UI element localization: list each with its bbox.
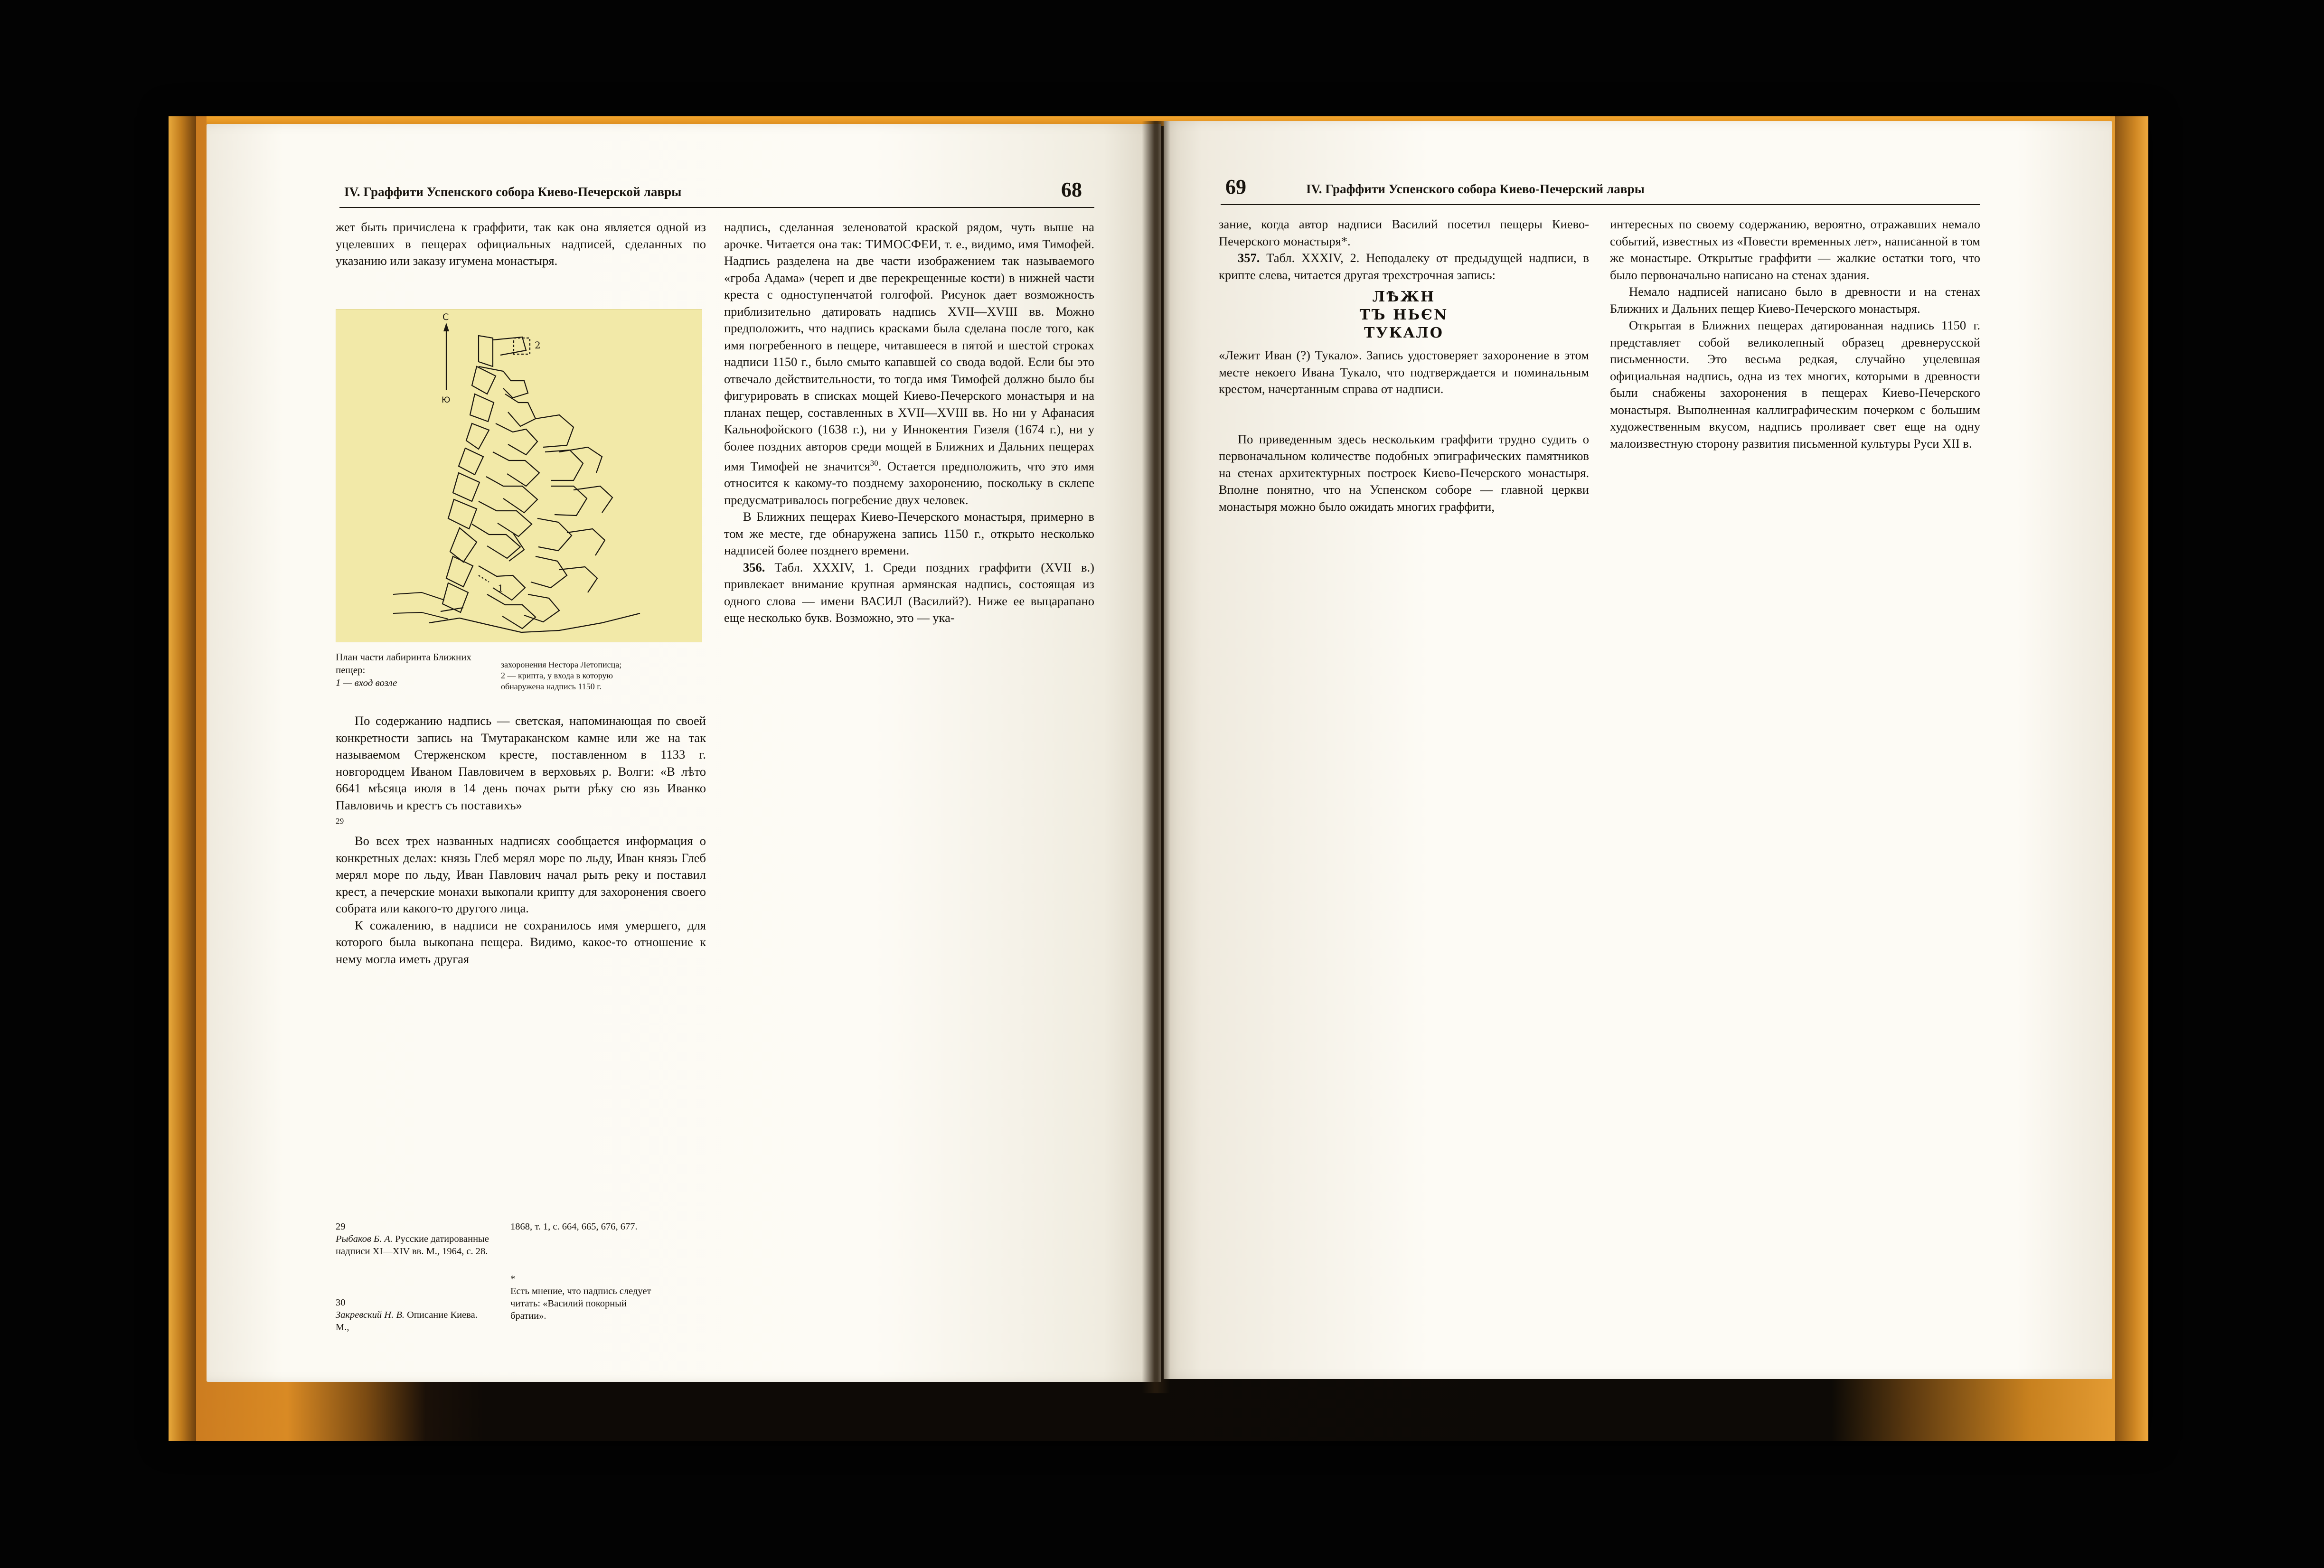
right-running-head: IV. Граффити Успенского собора Киево-Печерский лавры bbox=[1306, 182, 1645, 196]
cover-right-edge bbox=[2115, 116, 2148, 1441]
svg-text:Ю: Ю bbox=[442, 395, 451, 405]
left-page bbox=[207, 124, 1161, 1382]
right-col1-body: зание, когда автор надписи Василий посетил пещеры Киево-Печерского монастыря*. 357. Табл. XXXIV, 2. Неподалеку от предыдущей надписи, в крипте слева, читается другая трехстрочная запись: ЛѢЖН ТЪ НЬЄN ТУКAЛО «Лежит Иван (?) Тукало». Запись удостоверяет захоронение в этом месте некоего Ивана Тукало, что подтверждается и поминальным крестом, начертанным справа от надписи. По приведенным здесь нескольким граффити трудно судить о первоначальном количестве подобных эпиграфических памятников на стенах архитектурных построек Киево-Печерского монастыря. Вполне понятно, что на Успенском соборе — главной церкви монастыря можно было ожидать многих граффити, bbox=[1219, 217, 1589, 514]
right-folio: 69 bbox=[1225, 175, 1246, 198]
footnote-30: 30 Закревский Н. В. Описание Киева. М., bbox=[336, 1297, 478, 1333]
svg-text:1: 1 bbox=[498, 582, 504, 594]
footnote-ref-29[interactable]: 29 bbox=[336, 817, 344, 826]
open-book bbox=[169, 116, 2148, 1441]
footnote-ref-30[interactable]: 30 bbox=[870, 459, 878, 468]
cover-left-edge bbox=[169, 116, 196, 1441]
cave-plan-figure bbox=[336, 309, 702, 642]
book-gutter bbox=[1142, 121, 1170, 1393]
right-page bbox=[1164, 121, 2112, 1379]
footnote-29-cont: 1868, т. 1, с. 664, 665, 676, 677. bbox=[510, 1221, 638, 1232]
figure-caption-right: захоронения Нестора Летописца; 2 — крипта, у входа в которую обнаружена надпись 1150 г. bbox=[501, 660, 622, 691]
cave-plan-drawing bbox=[336, 310, 702, 642]
graffito-transcription: ЛѢЖН ТЪ НЬЄN ТУКAЛО bbox=[1359, 289, 1449, 341]
figure-caption-left: План части лабиринта Ближних пещер: 1 — вход возле bbox=[336, 651, 472, 688]
left-folio: 68 bbox=[1061, 178, 1082, 201]
left-running-head: IV. Граффити Успенского собора Киево-Печерской лавры bbox=[344, 185, 682, 199]
svg-text:С: С bbox=[442, 312, 449, 322]
footnote-star: * Есть мнение, что надпись следует читать: «Василий покорный братии». bbox=[510, 1274, 651, 1321]
svg-text:2: 2 bbox=[535, 339, 541, 351]
left-col2-body: надпись, сделанная зеленоватой краской рядом, чуть выше на арочке. Читается она так: ТИМОСФЕИ, т. е., видимо, имя Тимофей. Надпись разделена на две части изображением так называемого «гроба Адама» (череп и две перекрещенные кости) в нижней части креста с одноступенчатой голгофой. Рисунок дает возможность приблизительно датировать надпись XVII—XVIII вв. Можно предположить, что надпись красками была сделана после того, как имя погребенного в пещере, читавшееся в пятой и шестой строках надписи 1150 г., было смыто капавшей со свода водой. Если бы это отвечало действительности, то тогда имя Тимофей должно было бы фигурировать в списках мощей Киево-Печерского монастыря и на планах пещер, составленных в XVII—XVIII вв. Но ни у Афанасия Кальнофойского (1638 г.), ни у Иннокентия Гизеля (1674 г.), ни у более поздних авторов среди мощей в Ближних и Дальних пещерах имя Тимофей не значится$^{30}$. Остается предположить, что это имя относится к какому-то позднему захоронению, поскольку в склепе предусматривалось погребение двух человек. В Ближних пещерах Киево-Печерского монастыря, примерно в том же месте, где обнаружена запись 1150 г., открыто несколько надписей более позднего времени. 356. Табл. XXXIV, 1. Среди поздних граффити (XVII в.) привлекает внимание крупная армянская надпись, состоящая из одного слова — имени ВАСИЛ (Василий?). Ниже ее выцарапано еще несколько букв. Возможно, это — ука- bbox=[724, 220, 1094, 625]
footnote-29: 29 Рыбаков Б. А. Русские датированные надписи XI—XIV вв. М., 1964, с. 28. bbox=[336, 1221, 489, 1257]
right-col2-body: интересных по своему содержанию, вероятно, отражавших немало событий, известных из «Повести временных лет», написанной в том же монастыре. Открытые граффити — жалкие остатки того, что было первоначально написано на стенах здания. Немало надписей написано было в древности и на стенах Ближних и Дальних пещер Киево-Печерского монастыря. Открытая в Ближних пещерах датированная надпись 1150 г. представляет собой великолепный образец древнерусской письменности. Это весьма редкая, случайно уцелевшая официальная надпись, одна из тех многих, которыми в древности были снабжены захоронения в пещерах Киево-Печерского монастыря. Выполненная каллиграфическим почерком с большим художественным вкусом, надпись проливает свет еще на одну малоизвестную сторону развития письменной культуры Руси XII в. bbox=[1610, 217, 1980, 451]
right-head-rule bbox=[1221, 204, 1980, 205]
left-head-rule bbox=[339, 207, 1094, 208]
left-col1-para1: жет быть причислена к граффити, так как она является одной из уцелевших в пещерах официальных надписей, сделанных по указанию или заказу игумена монастыря. bbox=[336, 220, 706, 268]
left-col1-body: По содержанию надпись — светская, напоминающая по своей конкретности запись на Тмутараканском камне или же на так называемом Стерженском кресте, поставленном в 1133 г. новгородцем Иваном Павловичем в верховьях р. Волги: «В лѣто 6641 мѣсяца июля в 14 день почах рыти рѣку сю язь Иванко Павловичь и крестъ съ поставихъ» $^{29}$ Во всех трех названных надписях сообщается информация о конкретных делах: князь Глеб мерял море по льду, Иван князь Глеб мерял море по льду, Иван Павлович начал рыть реку и поставил крест, а печерские монахи выкопали крипту для захоронения своего собрата или какого-то другого лица. К сожалению, в надписи не сохранилось имя умершего, для которого была выкопана пещера. Видимо, какое-то отношение к нему могла иметь другая bbox=[336, 714, 706, 966]
